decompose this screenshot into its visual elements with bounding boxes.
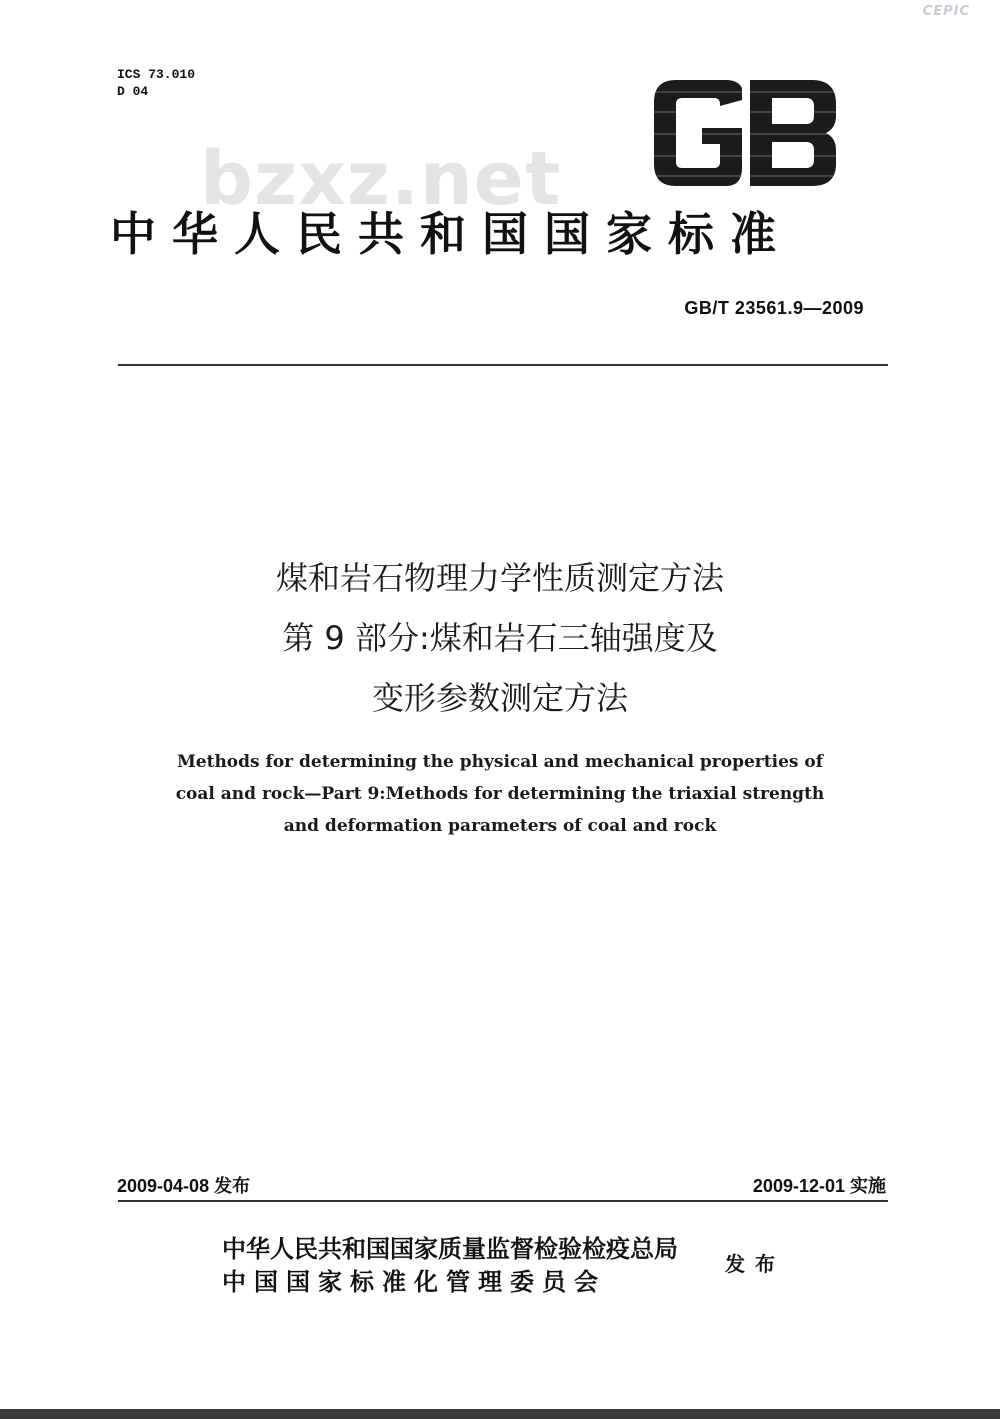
issue-date: 2009-04-08 发布	[117, 1176, 251, 1196]
classification-codes	[117, 66, 195, 100]
english-title	[120, 746, 880, 842]
top-divider	[118, 364, 888, 366]
national-standard-heading: 中华人民共和国国家标准	[110, 207, 792, 261]
issuing-authorities	[222, 1232, 678, 1298]
english-title-line: coal and rock—Part 9:Methods for determining the triaxial strength	[175, 784, 825, 804]
chinese-title-line: 变形参数测定方法	[371, 679, 628, 717]
issuer-aqsiq: 中华人民共和国国家质量监督检验检疫总局	[222, 1234, 678, 1263]
english-title-line: Methods for determining the physical and mechanical properties of	[176, 752, 824, 772]
gb-logo-icon	[650, 78, 840, 188]
chinese-title	[100, 548, 900, 728]
ccs-code: D 04	[117, 84, 149, 99]
english-title-line: and deformation parameters of coal and rock	[283, 816, 717, 836]
page-bottom-edge	[0, 1409, 1000, 1419]
chinese-title-line: 煤和岩石物理力学性质测定方法	[275, 559, 724, 597]
implementation-date: 2009-12-01 实施	[752, 1176, 886, 1196]
corner-watermark-logo: CEPIC	[922, 4, 970, 19]
standard-number: GB/T 23561.9—2009	[684, 298, 864, 318]
chinese-title-line: 第 9 部分:煤和岩石三轴强度及	[282, 619, 718, 657]
bottom-divider	[118, 1200, 888, 1202]
ics-code: ICS 73.010	[117, 67, 196, 82]
issuer-sac: 中国国家标准化管理委员会	[222, 1267, 606, 1296]
publish-label: 发布	[725, 1252, 785, 1276]
site-watermark: bzxz.net	[200, 136, 562, 222]
